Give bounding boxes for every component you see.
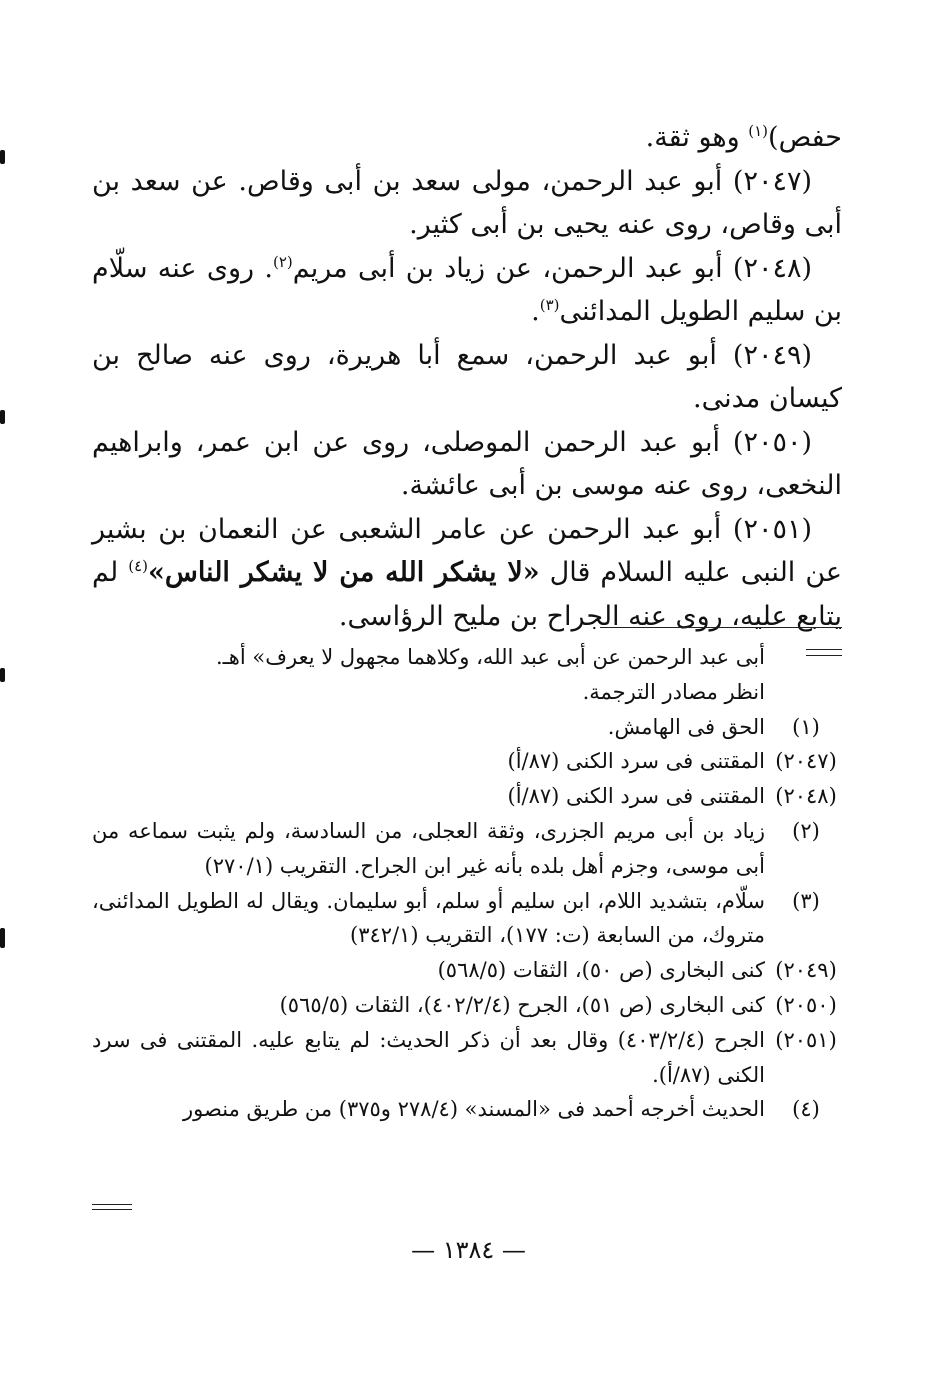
footnote-text: المقتنى فى سرد الكنى (٨٧/أ) [507, 784, 765, 809]
entry-2047: (٢٠٤٧) أبو عبد الرحمن، مولى سعد بن أبى وقاص. عن سعد بن أبى وقاص، روى عنه يحيى بن أبى كثير. [92, 165, 842, 240]
footnote-ref: (٢) [272, 252, 293, 271]
margin-mark [0, 668, 5, 682]
footnote-text: الحديث أخرجه أحمد فى «المسند» (٢٧٨/٤ و٣٧٥) من طريق منصور [183, 1097, 765, 1122]
footnote-number: (٢٠٤٩) [775, 958, 837, 983]
footnote-number: (٢٠٥٠) [775, 992, 837, 1017]
footnote [92, 884, 847, 954]
footnote [92, 953, 847, 988]
footnote-number: (٣) [792, 888, 820, 913]
footnote-text: زياد بن أبى مريم الجزرى، وثقة العجلى، من السادسة، ولم يثبت سماعه من أبى موسى، وجزم أهل بلده بأنه غير ابن الجراح. التقريب (٢٧٠/١) [92, 818, 765, 878]
entry-2048: (٢٠٤٨) أبو عبد الرحمن، عن زياد بن أبى مريم$^{(٢)}$. روى عنه سلّام بن سليم الطويل المدائنى$^{(٣)}$. [92, 252, 842, 327]
hadith-quote: «لا يشكر الله من لا يشكر الناس» [148, 557, 540, 588]
entry-2051: (٢٠٥١) أبو عبد الرحمن عن عامر الشعبى عن النعمان بن بشير عن النبى عليه السلام قال «لا يشكر الله من لا يشكر الناس»$^{(٤)}$ لم يتابع عليه، روى عنه الجراح بن مليح الرؤاسى. [92, 513, 842, 632]
footnote-number: (٢٠٤٨) [775, 784, 837, 809]
footnote [92, 1092, 847, 1127]
footnote [92, 710, 847, 745]
footnote [92, 779, 847, 814]
margin-mark [0, 928, 5, 948]
footnote-number: (٢) [792, 818, 820, 843]
footnote-number: (١) [792, 714, 820, 739]
entry-2050: (٢٠٥٠) أبو عبد الرحمن الموصلى، روى عن ابن عمر، وابراهيم النخعى، روى عنه موسى بن أبى عائشة. [92, 426, 842, 501]
footnote-text: الجرح (٤٠٣/٢/٤) وقال بعد أن ذكر الحديث: لم يتابع عليه. المقتنى فى سرد الكنى (٨٧/أ). [92, 1027, 765, 1087]
footnote-text: كنى البخارى (ص ٥٠)، الثقات (٥٦٨/٥) [437, 958, 765, 983]
paragraph-continuation: حفص)$^{(١)}$ وهو ثقة. [645, 122, 842, 153]
text-end-rule [600, 627, 842, 628]
continuation-mark [92, 1204, 132, 1210]
footnote-continuation: انظر مصادر الترجمة. [582, 679, 765, 704]
footnote-ref: (١) [748, 122, 769, 140]
footnote-text: الحق فى الهامش. [607, 714, 765, 739]
main-text [92, 116, 842, 638]
footnote-number: (٢٠٤٧) [775, 749, 837, 774]
footnote-number: (٢٠٥١) [775, 1027, 837, 1052]
margin-mark [0, 150, 5, 164]
footnote [92, 744, 847, 779]
margin-mark [0, 410, 5, 424]
footnote-text: سلّام، بتشديد اللام، ابن سليم أو سلم، أبو سليمان. ويقال له الطويل المدائنى، متروك، من السابعة (ت: ١٧٧)، التقريب (٣٤٢/١) [92, 888, 765, 948]
footnotes [92, 640, 847, 1127]
footnote-ref: (٣) [539, 296, 560, 314]
footnote-continuation: أبى عبد الرحمن عن أبى عبد الله، وكلاهما مجهول لا يعرف» أهـ. [215, 645, 765, 669]
footnote-text: كنى البخارى (ص ٥١)، الجرح (٤٠٢/٢/٤)، الثقات (٥٦٥/٥) [279, 992, 765, 1017]
footnote [92, 1023, 847, 1093]
entry-2049: (٢٠٤٩) أبو عبد الرحمن، سمع أبا هريرة، روى عنه صالح بن كيسان مدنى. [92, 339, 842, 414]
footnote-ref: (٤) [128, 557, 148, 575]
footnote-text: المقتنى فى سرد الكنى (٨٧/أ) [507, 749, 765, 774]
page-number: — ١٣٨٤ — [411, 1236, 526, 1264]
footnote-number: (٤) [792, 1097, 820, 1122]
footnote [92, 814, 847, 884]
footnote [92, 988, 847, 1023]
